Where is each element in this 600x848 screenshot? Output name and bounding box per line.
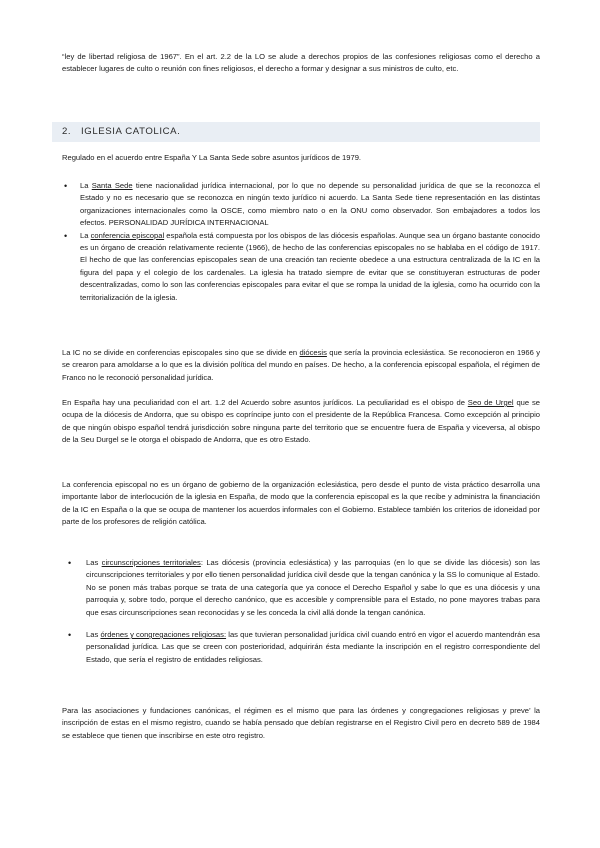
paragraph-text: que se ocupa de la diócesis de Andorra, que su obispo es copríncipe junto con el presidente de la República Francesa. Como excepción al principio de que ningún obispo español tendrá jurisdicción sobre ninguna parte del territorio que se encuentre fuera de España y viceversa, al obispo de la Seu Durgel se le otorga el obispado de Andorra, que es otro Estado. <box>62 398 540 445</box>
bullet-text: : Las diócesis (provincia eclesiástica) y las parroquias (en lo que se divide las diócesis) son las circunscripciones territoriales y por ello tienen personalidad jurídica civil desde que la tengan canónica y la SS lo comunique al Estado. No se ponen más trabas porque se trata de una categoría que ya conoce el Derecho Español y sabe lo que es una diócesis y una parroquia y, sobre todo, porque el derecho canónico, que es accesible y comprensible para el Estado, no pone mayores trabas para que esas circunscripciones sean reconocidas y se les conceda la civil allá donde la tengan canónica. <box>86 558 540 617</box>
bullet-list-1 <box>62 180 540 304</box>
bullet-dot-icon: • <box>64 181 68 191</box>
bullet-list-2 <box>62 557 540 666</box>
term-santa-sede: Santa Sede <box>91 181 133 190</box>
paragraph-text: La IC no se divide en conferencias episcopales sino que se divide en <box>62 348 300 357</box>
bullet-dot-icon: • <box>68 630 72 641</box>
section-title: IGLESIA CATOLICA. <box>81 126 181 137</box>
list-item <box>62 180 540 230</box>
intro-paragraph: “ley de libertad religiosa de 1967”. En el art. 2.2 de la LO se alude a derechos propios de las confesiones religiosas como el derecho a establecer lugares de culto o reunión con fines religiosos, el derecho a formar y designar a sus ministros de culto, etc. <box>62 52 540 74</box>
lead-paragraph: Regulado en el acuerdo entre España Y La Santa Sede sobre asuntos jurídicos de 1979. <box>62 153 362 162</box>
paragraph-conferencia-funciones: La conferencia episcopal no es un órgano de gobierno de la organización eclesiástica, pero desde el punto de vista práctico desarrolla una importante labor de interlocución de la iglesia en España, de modo que la conferencia episcopal es la que recibe y administra la financiación de la IC en España o la que se ocupa de mantener los acuerdos informales con el Gobierno. Establece también los criterios de idoneidad por parte de los profesores de religión católica. <box>62 480 540 527</box>
bullet-prefix: La <box>80 181 92 190</box>
bullet-text: las que tuvieran personalidad jurídica civil cuando entró en vigor el acuerdo mantendrán esa personalidad jurídica. Las que se creen con posterioridad, adquirirán ésta mediante la inscripción en el registro correspondiente del Estado, que sería el registro de entidades religiosas. <box>86 630 540 664</box>
bullet-dot-icon: • <box>64 230 68 241</box>
term-seo-de-urgel: Seo de Urgel <box>467 398 514 407</box>
paragraph-text: que sería la provincia eclesiástica. Se reconocieron en 1966 y se crearon para amoldarse a lo que es la división política del mundo en países. De hecho, a la conferencia episcopal española, el régimen de Franco no le reconoció personalidad jurídica. <box>62 348 541 382</box>
paragraph-asociaciones: Para las asociaciones y fundaciones canónicas, el régimen es el mismo que para las órdenes y congregaciones religiosas y preve’ la inscripción de estas en el mismo registro, cuando se había pensado que debían registrarse en el Registro Civil pero en decreto 589 de 1984 se establece que tienen que inscribirse en este otro registro. <box>62 706 540 740</box>
term-conferencia-episcopal: conferencia episcopal <box>90 230 165 240</box>
bullet-text: tiene nacionalidad jurídica internacional, por lo que no depende su personalidad jurídica de que se la reconozca el Estado y no es necesario que se reconozca en ningún texto jurídico ni acuerdo. La Santa Sede tiene representación en las distintas organizaciones internacionales como la OSCE, como miembro nato o en la ONU como observador. Son embajadores a todos los efectos. PERSONALIDAD JURÍDICA INTERNACIONAL <box>80 181 540 228</box>
term-diocesis: diócesis <box>299 348 327 357</box>
list-item <box>62 629 540 666</box>
bullet-prefix: Las <box>86 558 102 567</box>
bullet-prefix: Las <box>86 630 101 640</box>
paragraph-text: En España hay una peculiaridad con el art. 1.2 del Acuerdo sobre asuntos jurídicos. La peculiaridad es el obispo de <box>62 398 468 407</box>
list-item <box>62 557 540 619</box>
bullet-text: española está compuesta por los obispos de las diócesis españolas. Aunque sea un órgano bastante conocido es un órgano de creación relativamente reciente (1966), de hecho de las conferencias episcopales no se hablaba en el código de 1917. El hecho de que las conferencias episcopales sean de una creación tan reciente obedece a una estructura centralizada de la IC en la figura del papa y el colegio de los cardenales. La iglesia ha tratado siempre de evitar que se constituyeran estructuras de poder descentralizadas, como lo son las conferencias episcopales para evitar el que se rompa la unidad de la iglesia, como ha ocurrido con la territorialización de la iglesia. <box>80 230 540 302</box>
list-item <box>62 230 540 304</box>
paragraph-diocesis <box>62 347 540 384</box>
term-ordenes-congregaciones: órdenes y congregaciones religiosas: <box>100 630 227 640</box>
section-heading <box>52 122 540 142</box>
term-circunscripciones: circunscripciones territoriales <box>101 558 201 567</box>
bullet-dot-icon: • <box>68 558 72 568</box>
section-number: 2. <box>62 126 72 137</box>
paragraph-seo-de-urgel <box>62 397 540 447</box>
section-heading-text <box>62 126 180 137</box>
bullet-prefix: La <box>80 230 91 240</box>
